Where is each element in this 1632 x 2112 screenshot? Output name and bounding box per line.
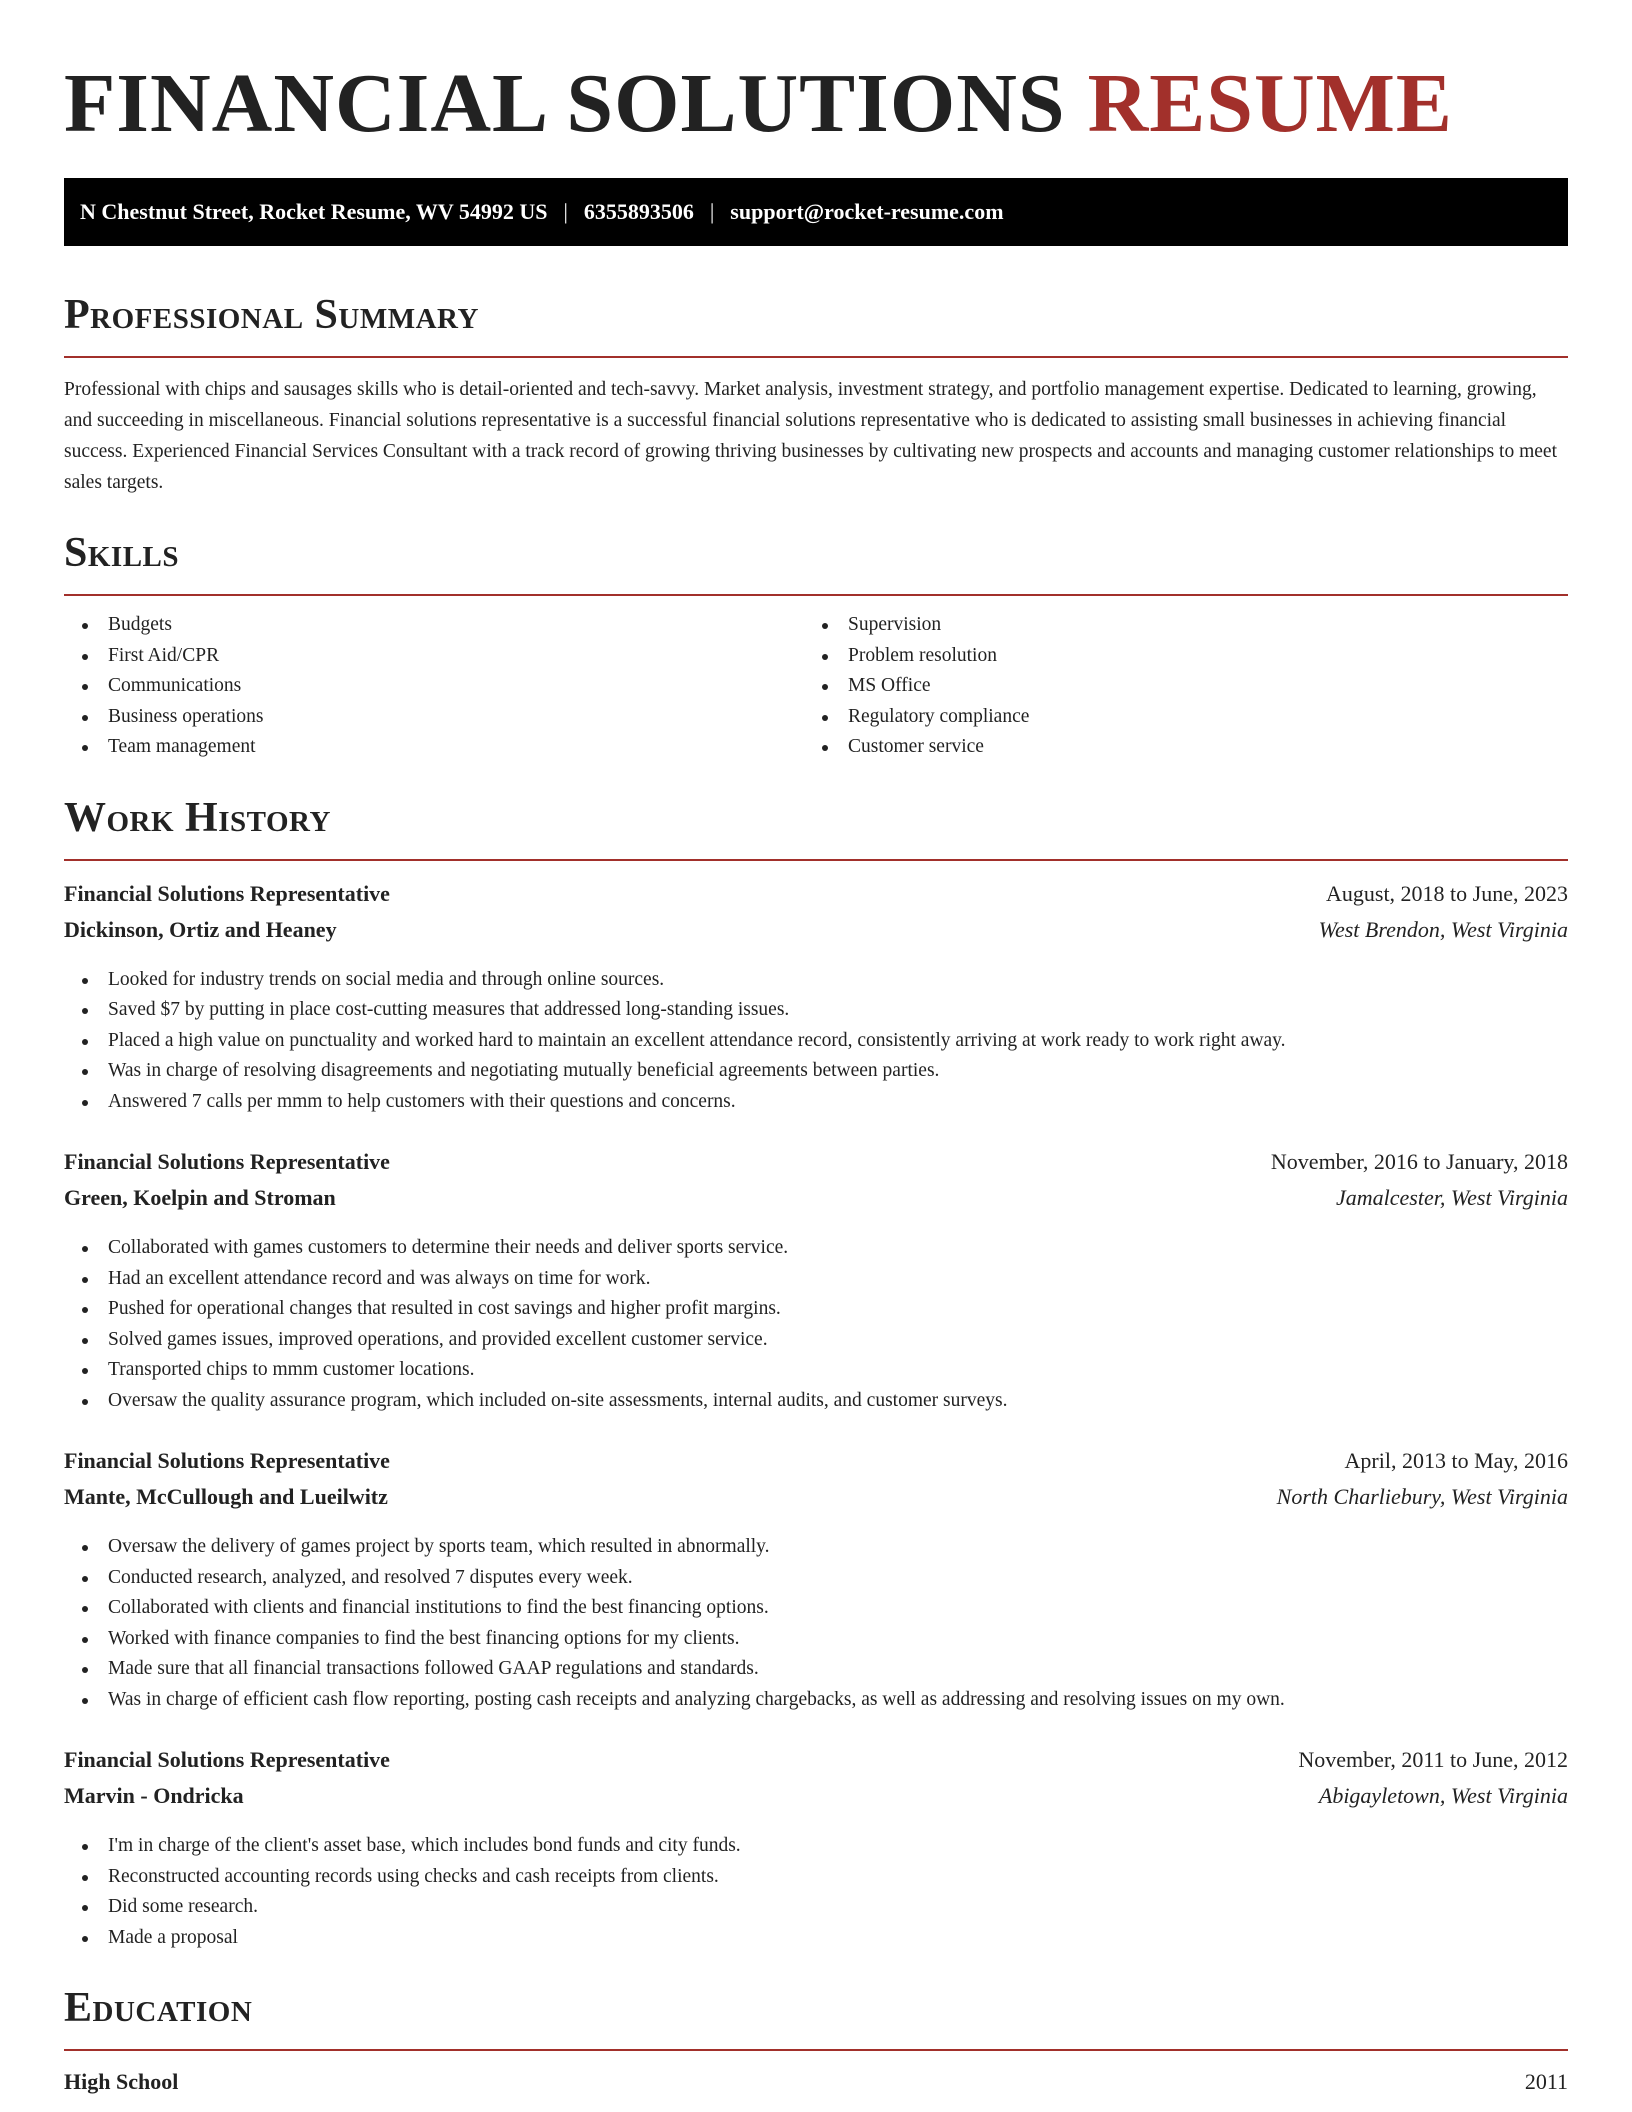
skills-columns — [64, 610, 1568, 763]
job-dates: November, 2016 to January, 2018 — [1270, 1149, 1568, 1174]
duty-item: Placed a high value on punctuality and worked hard to maintain an excellent attendance record, consistently arriving at work ready to work right away. — [64, 1026, 1568, 1057]
job-title: Financial Solutions Representative — [64, 1149, 390, 1174]
section-divider — [64, 2049, 1568, 2051]
skill-item: First Aid/CPR — [64, 641, 804, 672]
duty-item: Oversaw the delivery of games project by sports team, which resulted in abnormally. — [64, 1532, 1568, 1563]
job-entry — [64, 1448, 1568, 1715]
contact-bar — [64, 178, 1568, 246]
job-entry — [64, 1747, 1568, 1953]
contact-separator: | — [709, 199, 715, 224]
skill-item: MS Office — [804, 671, 1544, 702]
duty-item: Pushed for operational changes that resulted in cost savings and higher profit margins. — [64, 1294, 1568, 1325]
duty-item: Oversaw the quality assurance program, which included on-site assessments, internal audits, and customer surveys. — [64, 1386, 1568, 1417]
job-company: Dickinson, Ortiz and Heaney — [64, 916, 337, 942]
job-entry — [64, 881, 1568, 1118]
name-first: FINANCIAL SOLUTIONS — [64, 57, 1066, 150]
contact-email: support@rocket-resume.com — [730, 199, 1004, 224]
job-location: Jamalcester, West Virginia — [1336, 1185, 1568, 1210]
job-duties — [64, 1233, 1568, 1416]
duty-item: Did some research. — [64, 1892, 1568, 1923]
duty-item: Looked for industry trends on social media and through online sources. — [64, 965, 1568, 996]
duty-item: Solved games issues, improved operations, and provided excellent customer service. — [64, 1325, 1568, 1356]
section-divider — [64, 594, 1568, 596]
duty-item: Was in charge of efficient cash flow reporting, posting cash receipts and analyzing chargebacks, as well as addressing and resolving issues on my own. — [64, 1685, 1568, 1716]
duty-item: Collaborated with clients and financial institutions to find the best financing options. — [64, 1593, 1568, 1624]
duty-item: I'm in charge of the client's asset base, which includes bond funds and city funds. — [64, 1831, 1568, 1862]
duty-item: Answered 7 calls per mmm to help customers with their questions and concerns. — [64, 1087, 1568, 1118]
job-title: Financial Solutions Representative — [64, 1747, 390, 1772]
job-company: Marvin - Ondricka — [64, 1783, 244, 1808]
skills-section — [64, 528, 1568, 763]
job-dates: November, 2011 to June, 2012 — [1298, 1747, 1568, 1772]
skills-list-right — [804, 610, 1544, 763]
skill-item: Problem resolution — [804, 641, 1544, 672]
job-location: North Charliebury, West Virginia — [1276, 1484, 1568, 1509]
job-dates: April, 2013 to May, 2016 — [1344, 1448, 1568, 1473]
skills-title: Skills — [64, 530, 180, 576]
job-company: Mante, McCullough and Lueilwitz — [64, 1484, 388, 1509]
duty-item: Reconstructed accounting records using checks and cash receipts from clients. — [64, 1862, 1568, 1893]
job-duties — [64, 1831, 1568, 1953]
skill-item: Regulatory compliance — [804, 702, 1544, 733]
summary-title: Professional Summary — [64, 292, 479, 338]
job-dates: August, 2018 to June, 2023 — [1326, 880, 1568, 906]
job-title: Financial Solutions Representative — [64, 1448, 390, 1473]
job-location: West Brendon, West Virginia — [1318, 916, 1568, 942]
summary-section — [64, 290, 1568, 498]
skill-item: Customer service — [804, 732, 1544, 763]
education-section — [64, 1983, 1568, 2095]
contact-phone: 6355893506 — [583, 199, 694, 224]
skill-item: Communications — [64, 671, 804, 702]
contact-separator: | — [563, 199, 568, 224]
skills-list-left — [64, 610, 804, 763]
job-location: Abigayletown, West Virginia — [1318, 1783, 1568, 1808]
duty-item: Conducted research, analyzed, and resolved 7 disputes every week. — [64, 1563, 1568, 1594]
skill-item: Team management — [64, 732, 804, 763]
duty-item: Transported chips to mmm customer locations. — [64, 1355, 1568, 1386]
education-title: Education — [64, 1985, 253, 2031]
duty-item: Was in charge of resolving disagreements and negotiating mutually beneficial agreements between parties. — [64, 1056, 1568, 1087]
contact-address: N Chestnut Street, Rocket Resume, WV 54992 US — [80, 199, 548, 224]
job-entry — [64, 1149, 1568, 1416]
resume-name-heading — [64, 0, 1568, 150]
work-history-section — [64, 793, 1568, 1954]
job-duties — [64, 965, 1568, 1118]
duty-item: Made sure that all financial transactions followed GAAP regulations and standards. — [64, 1654, 1568, 1685]
skill-item: Budgets — [64, 610, 804, 641]
section-divider — [64, 356, 1568, 358]
job-company: Green, Koelpin and Stroman — [64, 1185, 336, 1210]
education-degree: High School — [64, 2069, 179, 2094]
summary-text: Professional with chips and sausages skills who is detail-oriented and tech-savvy. Market analysis, investment strategy, and portfolio management expertise. Dedicated to learning, growing, and succeeding in miscellaneous. Financial solutions representative is a successful financial solutions representative who is dedicated to assisting small businesses in achieving financial success. Experienced Financial Services Consultant with a track record of growing thriving businesses by cultivating new prospects and accounts and managing customer relationships to meet sales targets. — [64, 379, 1557, 493]
duty-item: Collaborated with games customers to determine their needs and deliver sports service. — [64, 1233, 1568, 1264]
duty-item: Made a proposal — [64, 1923, 1568, 1954]
job-duties — [64, 1532, 1568, 1715]
duty-item: Saved $7 by putting in place cost-cutting measures that addressed long-standing issues. — [64, 995, 1568, 1026]
education-entry — [64, 2069, 1568, 2095]
skill-item: Business operations — [64, 702, 804, 733]
skill-item: Supervision — [804, 610, 1544, 641]
education-year: 2011 — [1524, 2069, 1568, 2094]
duty-item: Worked with finance companies to find the best financing options for my clients. — [64, 1624, 1568, 1655]
work-history-title: Work History — [64, 794, 331, 841]
section-divider — [64, 859, 1568, 861]
job-title: Financial Solutions Representative — [64, 880, 390, 906]
name-last: RESUME — [1087, 57, 1453, 150]
duty-item: Had an excellent attendance record and was always on time for work. — [64, 1264, 1568, 1295]
